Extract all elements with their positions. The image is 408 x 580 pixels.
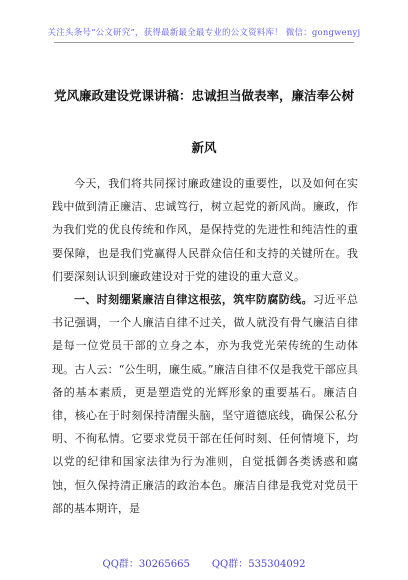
section-1-heading: 一、时刻绷紧廉洁自律这根弦，筑牢防腐防线。 — [74, 293, 313, 307]
header-banner: 关注头条号“公文研究”，获得最新最全最专业的公文资料库！ 微信：gongwenyj — [47, 28, 361, 38]
footer-qq-group-2: QQ群：535304092 — [211, 559, 306, 570]
intro-paragraph: 今天，我们将共同探讨廉政建设的重要性，以及如何在实践中做到清正廉洁、忠诚笃行，树立起党的新风尚。廉政，作为我们党的优良传统和作风，是保持党的先进性和纯洁性的重要保障，也是我们党赢得人民群众信任和支持的关键所在。我们要深刻认识到廉政建设对于党的建设的重大意义。 — [52, 177, 358, 283]
section-1-paragraph — [52, 288, 358, 520]
footer-qq-group-1: QQ群：30265665 — [102, 559, 190, 570]
section-1-text: 习近平总书记强调，一个人廉洁自律不过关，做人就没有骨气廉洁自律是每一位党员干部的立身之本，亦为我党光荣传统的生动体现。古人云：“公生明，廉生威。”廉洁自律不仅是我党干部应具备的基本素质，更是塑造党的光辉形象的重要基石。廉洁自律，核心在于时刻保持清醒头脑，坚守道德底线，确保公私分明、不徇私情。它要求党员干部在任何时刻、任何情境下，均以党的纪律和国家法律为行为准则，自觉抵御各类诱惑和腐蚀，恒久保持清正廉洁的政治本色。廉洁自律是我党对党员干部的基本期许，是 — [52, 293, 358, 515]
document-title: 党风廉政建设党课讲稿：忠诚担当做表率，廉洁奉公树新风 — [54, 88, 355, 155]
footer — [0, 555, 408, 570]
document-body — [52, 172, 358, 520]
header-divider — [54, 42, 354, 43]
